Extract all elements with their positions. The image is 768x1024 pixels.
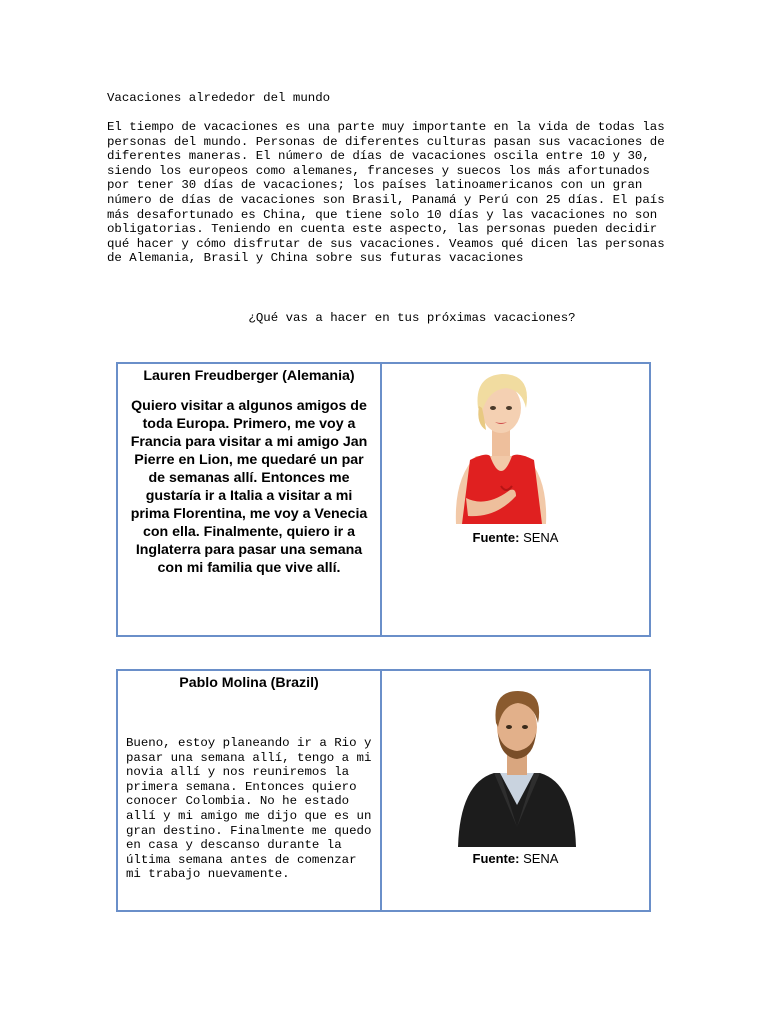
person-name: Pablo Molina (Brazil) <box>179 675 319 691</box>
person-name: Lauren Freudberger (Alemania) <box>143 368 355 384</box>
image-source <box>382 530 649 545</box>
person-quote: Quiero visitar a algunos amigos de toda Europa. Primero, me voy a Francia para visitar a mi amigo Jan Pierre en Lion, me quedaré un par de semanas allí. Entonces me gustaría ir a Italia a visitar a mi prima Florentina, me voy a Venecia con ella. Finalmente, quiero ir a Inglaterra para pasar una semana con mi familia que vive allí. <box>130 398 368 576</box>
card-text-cell <box>118 364 382 635</box>
card-image-cell <box>382 364 649 635</box>
source-value: SENA <box>523 530 559 545</box>
profile-card-lauren <box>116 362 651 637</box>
card-image-cell <box>382 671 649 910</box>
question-heading: ¿Qué vas a hacer en tus próximas vacaciones? <box>248 311 576 325</box>
source-value: SENA <box>523 851 559 866</box>
person-quote: Bueno, estoy planeando ir a Rio y pasar una semana allí, tengo a mi novia allí y nos reuniremos la primera semana. Entonces quiero conocer Colombia. No he estado allí y mi amigo me dijo que es un gran destino. Finalmente me quedo en casa y descanso durante la última semana antes de comenzar mi trabajo nuevamente. <box>126 736 372 882</box>
man-avatar-icon <box>454 687 580 847</box>
document-title: Vacaciones alrededor del mundo <box>107 91 331 105</box>
card-text-cell <box>118 671 382 910</box>
source-label: Fuente: <box>472 530 520 545</box>
woman-avatar-icon <box>446 368 556 524</box>
intro-paragraph: El tiempo de vacaciones es una parte muy importante en la vida de todas las personas del mundo. Personas de diferentes culturas pasan sus vacaciones de diferentes maneras. El número de días de vacaciones oscila entre 10 y 30, siendo los europeos como alemanes, franceses y suecos los más afortunados por tener 30 días de vacaciones; los países latinoamericanos con un gran número de días de vacaciones son Brasil, Panamá y Perú con 25 días. El país más desafortunado es China, que tiene solo 10 días y las vacaciones no son obligatorias. Teniendo en cuenta este aspecto, las personas pueden decidir qué hacer y cómo disfrutar de sus vacaciones. Veamos qué dicen las personas de Alemania, Brasil y China sobre sus futuras vacaciones <box>107 120 665 266</box>
source-label: Fuente: <box>472 851 520 866</box>
image-source <box>382 851 649 866</box>
profile-card-pablo <box>116 669 651 912</box>
